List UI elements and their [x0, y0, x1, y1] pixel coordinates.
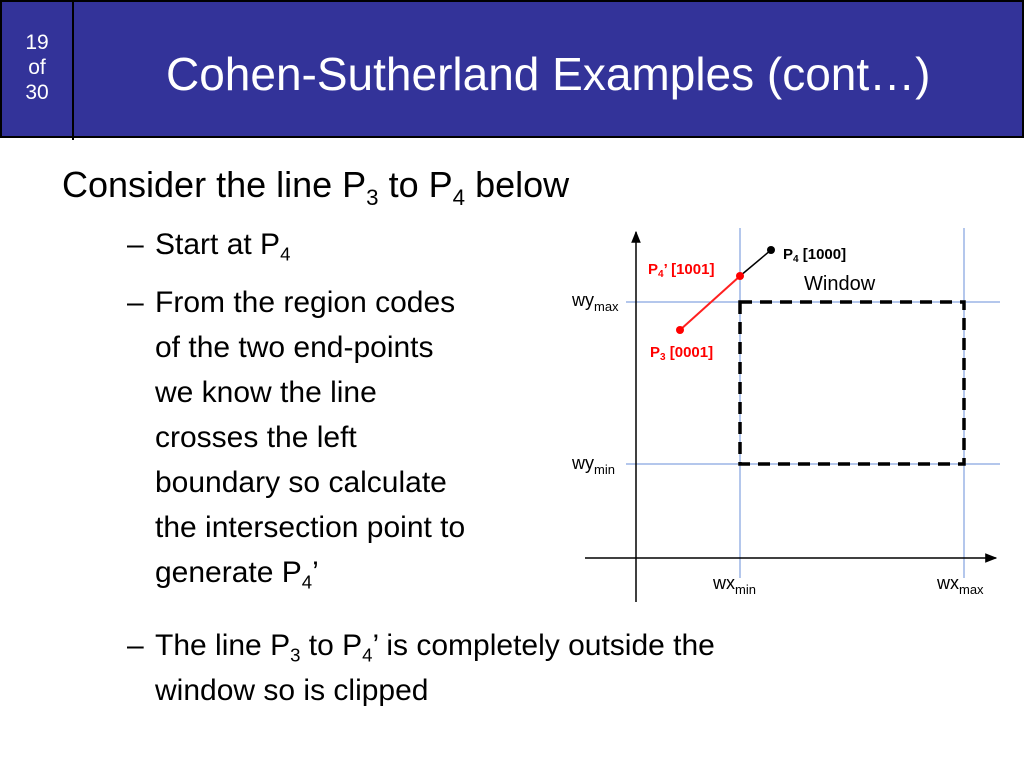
label-wxmax: $wx_{max}$ — [937, 573, 984, 597]
sub-bullet-clipped — [127, 623, 715, 713]
sub-bullet-start-sub: 4 — [280, 243, 291, 265]
slide-title: Cohen-Sutherland Examples (cont…) — [166, 48, 931, 100]
sub-bullet-region — [127, 280, 466, 595]
label-p4prime: $P_4$’ [1001] — [648, 261, 715, 280]
dash-marker: – — [127, 286, 144, 319]
region-line-2: of the two end-points — [155, 331, 434, 364]
main-sub-4: 4 — [452, 184, 466, 210]
line-p3-p4prime — [680, 276, 740, 330]
region-line-7 — [155, 550, 465, 595]
label-wxmin: $wx_{min}$ — [713, 573, 756, 597]
clipping-diagram — [560, 225, 1010, 615]
line-p4-p4prime — [740, 250, 771, 276]
main-text-3: below — [465, 164, 570, 205]
label-p4: $P_4$ [1000] — [783, 246, 847, 265]
region-line-4: crosses the left — [155, 421, 357, 454]
label-wymin: $wy_{min}$ — [572, 453, 615, 477]
clipped-text-3: ’ is completely outside the — [372, 629, 715, 662]
region-last-text: generate P — [155, 556, 302, 589]
slide-number: 19 — [25, 31, 49, 54]
dash-marker: – — [127, 228, 144, 261]
main-sub-3: 3 — [366, 184, 379, 210]
clip-window — [740, 302, 964, 464]
clipped-line-1 — [155, 623, 715, 668]
clipped-line-2: window so is clipped — [155, 674, 429, 707]
clipped-sub-4: 4 — [362, 644, 373, 666]
main-text-2: to P — [378, 164, 453, 205]
sub-bullet-start — [127, 222, 291, 267]
region-line-1: From the region codes — [155, 286, 456, 319]
clipped-text-2: to P — [300, 629, 363, 662]
window-label: Window — [804, 273, 876, 295]
label-p3: $P_3$ [0001] — [650, 344, 714, 363]
point-p4 — [767, 246, 775, 254]
sub-bullet-start-text: Start at P — [155, 228, 281, 261]
label-wymax: $wy_{max}$ — [572, 290, 619, 314]
region-line-5: boundary so calculate — [155, 466, 447, 499]
point-p4prime — [736, 272, 744, 280]
point-p3 — [676, 326, 684, 334]
slide-total: 30 — [25, 81, 49, 104]
region-line-6: the intersection point to — [155, 511, 466, 544]
dash-marker: – — [127, 629, 144, 662]
region-last-sub: 4 — [301, 571, 313, 593]
clipped-sub-3: 3 — [290, 644, 301, 666]
main-text-1: Consider the line P — [62, 164, 367, 205]
main-bullet — [62, 162, 569, 208]
region-line-3: we know the line — [155, 376, 377, 409]
clipped-text-1: The line P — [155, 629, 291, 662]
slide-of: of — [28, 56, 46, 79]
sub-bullet-start-line — [155, 222, 290, 267]
region-last-suffix: ’ — [312, 556, 319, 589]
